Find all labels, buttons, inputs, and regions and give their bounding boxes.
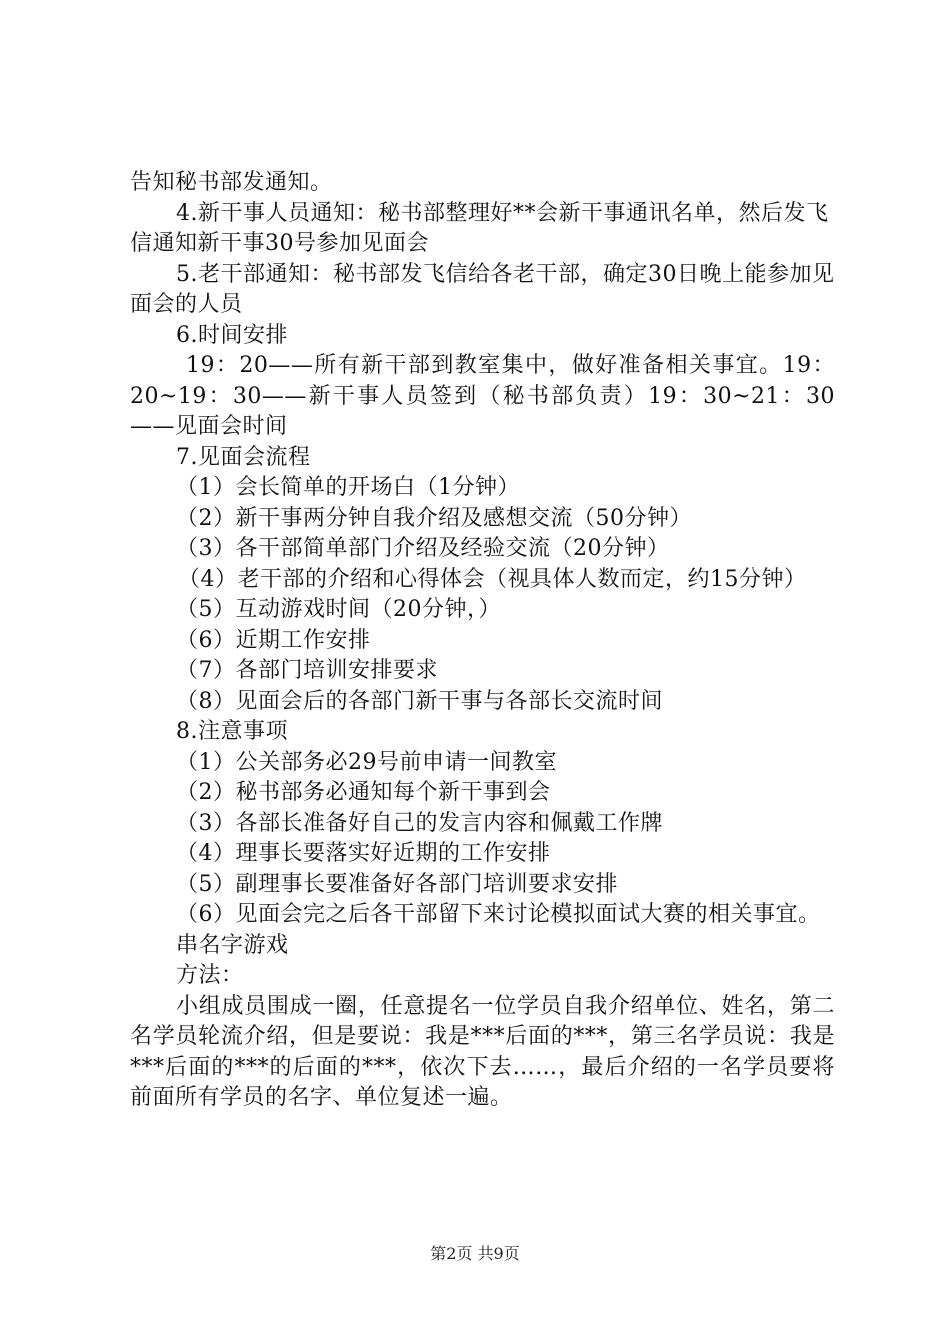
document-body xyxy=(130,168,835,1114)
list-item: （4）老干部的介绍和心得体会（视具体人数而定，约15分钟） xyxy=(178,566,807,592)
list-item: （2）秘书部务必通知每个新干事到会 xyxy=(176,780,551,805)
list-item: （2）新干事两分钟自我介绍及感想交流（50分钟） xyxy=(176,505,692,531)
list-item: （1）公关部务必29号前申请一间教室 xyxy=(176,749,557,775)
paragraph-3: 5.老干部通知：秘书部发飞信给各老干部，确定30日晚上能参加见面会的人员 xyxy=(130,261,835,317)
list-item: （6）近期工作安排 xyxy=(176,627,371,653)
section-heading-method: 方法： xyxy=(176,963,244,988)
paragraph-1: 告知秘书部发通知。 xyxy=(130,170,333,195)
list-item: （7）各部门培训安排要求 xyxy=(176,658,438,683)
paragraph-game-method: 小组成员围成一圈，任意提名一位学员自我介绍单位、姓名，第二名学员轮流介绍，但是要说：我是***后面的***，第三名学员说：我是***后面的***的后面的***，依次下去……，最后介绍的一名学员要将前面所有学员的名字、单位复述一遍。 xyxy=(130,993,835,1110)
section-heading-time: 6.时间安排 xyxy=(176,322,288,348)
section-heading-notes: 8.注意事项 xyxy=(176,719,288,744)
section-heading-flow: 7.见面会流程 xyxy=(176,444,311,470)
list-item: （3）各部长准备好自己的发言内容和佩戴工作牌 xyxy=(176,810,663,836)
section-heading-game: 串名字游戏 xyxy=(176,932,289,958)
list-item: （1）会长简单的开场白（1分钟） xyxy=(176,475,520,500)
list-item: （5）互动游戏时间（20分钟，） xyxy=(176,597,501,622)
page-number-footer: 第2页 共9页 xyxy=(430,1244,520,1263)
paragraph-2: 4.新干事人员通知：秘书部整理好**会新干事通讯名单，然后发飞信通知新干事30号参加见面会 xyxy=(130,200,829,256)
list-item: （5）副理事长要准备好各部门培训要求安排 xyxy=(176,871,618,897)
list-item: （8）见面会后的各部门新干事与各部长交流时间 xyxy=(176,688,663,714)
list-item: （4）理事长要落实好近期的工作安排 xyxy=(176,841,551,866)
list-item: （6）见面会完之后各干部留下来讨论模拟面试大赛的相关事宜。 xyxy=(176,902,821,927)
paragraph-schedule: 19：20——所有新干部到教室集中，做好准备相关事宜。19：20~19：30——新干事人员签到（秘书部负责）19：30~21：30——见面会时间 xyxy=(130,353,835,439)
list-item: （3）各干部简单部门介绍及经验交流（20分钟） xyxy=(176,536,670,561)
